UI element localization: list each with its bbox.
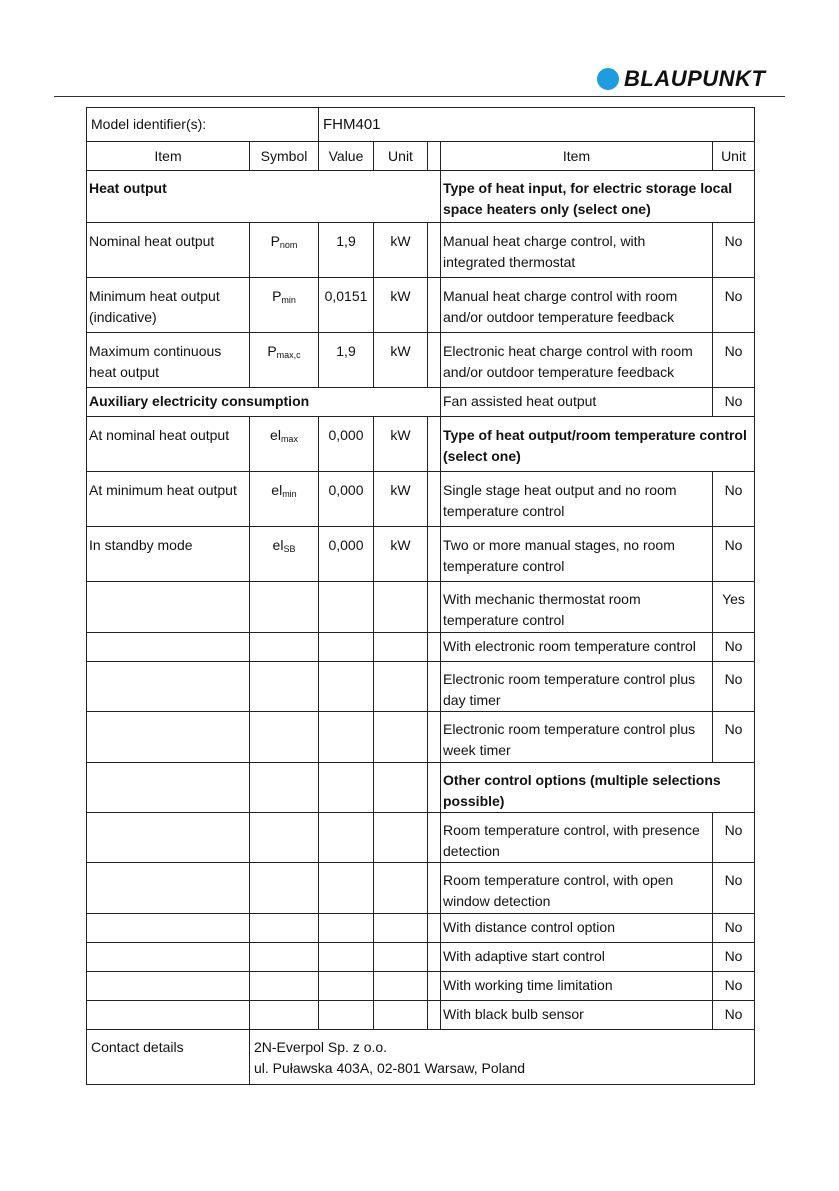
spacer-cell xyxy=(428,417,441,472)
table-row xyxy=(87,333,755,388)
right-item: With working time limitation xyxy=(441,972,713,1001)
right-item: With electronic room temperature control xyxy=(441,633,713,662)
right-unit: No xyxy=(713,472,755,527)
table-row xyxy=(87,582,755,633)
spacer-cell xyxy=(428,472,441,527)
value-cell: 1,9 xyxy=(319,333,374,388)
item-nominal: Nominal heat output xyxy=(87,223,250,278)
model-label: Model identifier(s): xyxy=(87,108,319,142)
unit-cell: kW xyxy=(374,527,428,582)
spacer-cell xyxy=(428,527,441,582)
right-item: Two or more manual stages, no room temperature control xyxy=(441,527,713,582)
table-row xyxy=(87,943,755,972)
model-row xyxy=(87,108,755,142)
item-el-sb: In standby mode xyxy=(87,527,250,582)
table-row xyxy=(87,813,755,863)
table-row xyxy=(87,278,755,333)
header-rule xyxy=(54,96,785,97)
right-unit: No xyxy=(713,278,755,333)
value-cell: 0,000 xyxy=(319,472,374,527)
col-value: Value xyxy=(319,142,374,171)
brand-logo xyxy=(597,67,765,91)
section-heat-input: Type of heat input, for electric storage local space heaters only (select one) xyxy=(441,171,755,223)
table-row xyxy=(87,863,755,914)
right-item: Manual heat charge control with room and/or outdoor temperature feedback xyxy=(441,278,713,333)
right-item: Fan assisted heat output xyxy=(441,388,713,417)
contact-row xyxy=(87,1030,755,1085)
right-item: Electronic room temperature control plus day timer xyxy=(441,662,713,712)
col-symbol: Symbol xyxy=(250,142,319,171)
value-cell: 1,9 xyxy=(319,223,374,278)
table-row xyxy=(87,712,755,763)
unit-cell: kW xyxy=(374,278,428,333)
contact-company: 2N-Everpol Sp. z o.o. xyxy=(254,1039,388,1055)
model-value: FHM401 xyxy=(319,108,755,142)
spacer-cell xyxy=(428,142,441,171)
value-cell: 0,0151 xyxy=(319,278,374,333)
right-item: With adaptive start control xyxy=(441,943,713,972)
table-row xyxy=(87,662,755,712)
right-item: Room temperature control, with presence detection xyxy=(441,813,713,863)
symbol-cell: $P_{max,c}$ xyxy=(250,333,319,388)
table-row xyxy=(87,527,755,582)
right-unit: No xyxy=(713,333,755,388)
section-heat-output: Heat output xyxy=(87,171,441,223)
value-cell: 0,000 xyxy=(319,527,374,582)
table-row xyxy=(87,633,755,662)
right-unit: No xyxy=(713,712,755,763)
unit-cell: kW xyxy=(374,417,428,472)
right-unit: No xyxy=(713,662,755,712)
unit-cell: kW xyxy=(374,333,428,388)
right-unit: No xyxy=(713,388,755,417)
right-item: With distance control option xyxy=(441,914,713,943)
right-item: Electronic heat charge control with room and/or outdoor temperature feedback xyxy=(441,333,713,388)
col-item-right: Item xyxy=(441,142,713,171)
right-unit: No xyxy=(713,633,755,662)
header-row xyxy=(87,142,755,171)
section-heat-control: Type of heat output/room temperature control (select one) xyxy=(441,417,755,472)
spacer-cell xyxy=(428,278,441,333)
right-item: With mechanic thermostat room temperature control xyxy=(441,582,713,633)
col-unit-right: Unit xyxy=(713,142,755,171)
symbol-cell: $P_{nom}$ xyxy=(250,223,319,278)
right-unit: No xyxy=(713,527,755,582)
col-item: Item xyxy=(87,142,250,171)
right-unit: Yes xyxy=(713,582,755,633)
right-unit: No xyxy=(713,943,755,972)
value-cell: 0,000 xyxy=(319,417,374,472)
symbol-cell: $el_{min}$ xyxy=(250,472,319,527)
col-unit: Unit xyxy=(374,142,428,171)
right-item: Room temperature control, with open window detection xyxy=(441,863,713,914)
logo-dot-icon xyxy=(597,68,619,90)
right-unit: No xyxy=(713,914,755,943)
table-row xyxy=(87,171,755,223)
table-row xyxy=(87,972,755,1001)
right-item: Manual heat charge control, with integrated thermostat xyxy=(441,223,713,278)
symbol-cell: $el_{SB}$ xyxy=(250,527,319,582)
symbol-cell: $P_{min}$ xyxy=(250,278,319,333)
item-el-min: At minimum heat output xyxy=(87,472,250,527)
table-row xyxy=(87,223,755,278)
table-row xyxy=(87,1001,755,1030)
table-row xyxy=(87,763,755,813)
right-unit: No xyxy=(713,863,755,914)
right-unit: No xyxy=(713,972,755,1001)
section-other-options: Other control options (multiple selections possible) xyxy=(441,763,755,813)
item-el-max: At nominal heat output xyxy=(87,417,250,472)
right-item: Electronic room temperature control plus week timer xyxy=(441,712,713,763)
brand-name: BLAUPUNKT xyxy=(624,66,766,91)
contact-address: ul. Puławska 403A, 02-801 Warsaw, Poland xyxy=(254,1060,526,1076)
right-item: With black bulb sensor xyxy=(441,1001,713,1030)
section-aux: Auxiliary electricity consumption xyxy=(87,388,441,417)
item-maximum: Maximum continuous heat output xyxy=(87,333,250,388)
unit-cell: kW xyxy=(374,472,428,527)
table-row xyxy=(87,417,755,472)
spacer-cell xyxy=(428,223,441,278)
symbol-cell: $el_{max}$ xyxy=(250,417,319,472)
right-unit: No xyxy=(713,1001,755,1030)
unit-cell: kW xyxy=(374,223,428,278)
spec-table xyxy=(86,107,755,1085)
spacer-cell xyxy=(428,333,441,388)
table-row xyxy=(87,472,755,527)
table-row xyxy=(87,388,755,417)
contact-details xyxy=(250,1030,755,1085)
right-item: Single stage heat output and no room temperature control xyxy=(441,472,713,527)
contact-label: Contact details xyxy=(87,1030,250,1085)
right-unit: No xyxy=(713,813,755,863)
table-row xyxy=(87,914,755,943)
item-minimum: Minimum heat output (indicative) xyxy=(87,278,250,333)
right-unit: No xyxy=(713,223,755,278)
